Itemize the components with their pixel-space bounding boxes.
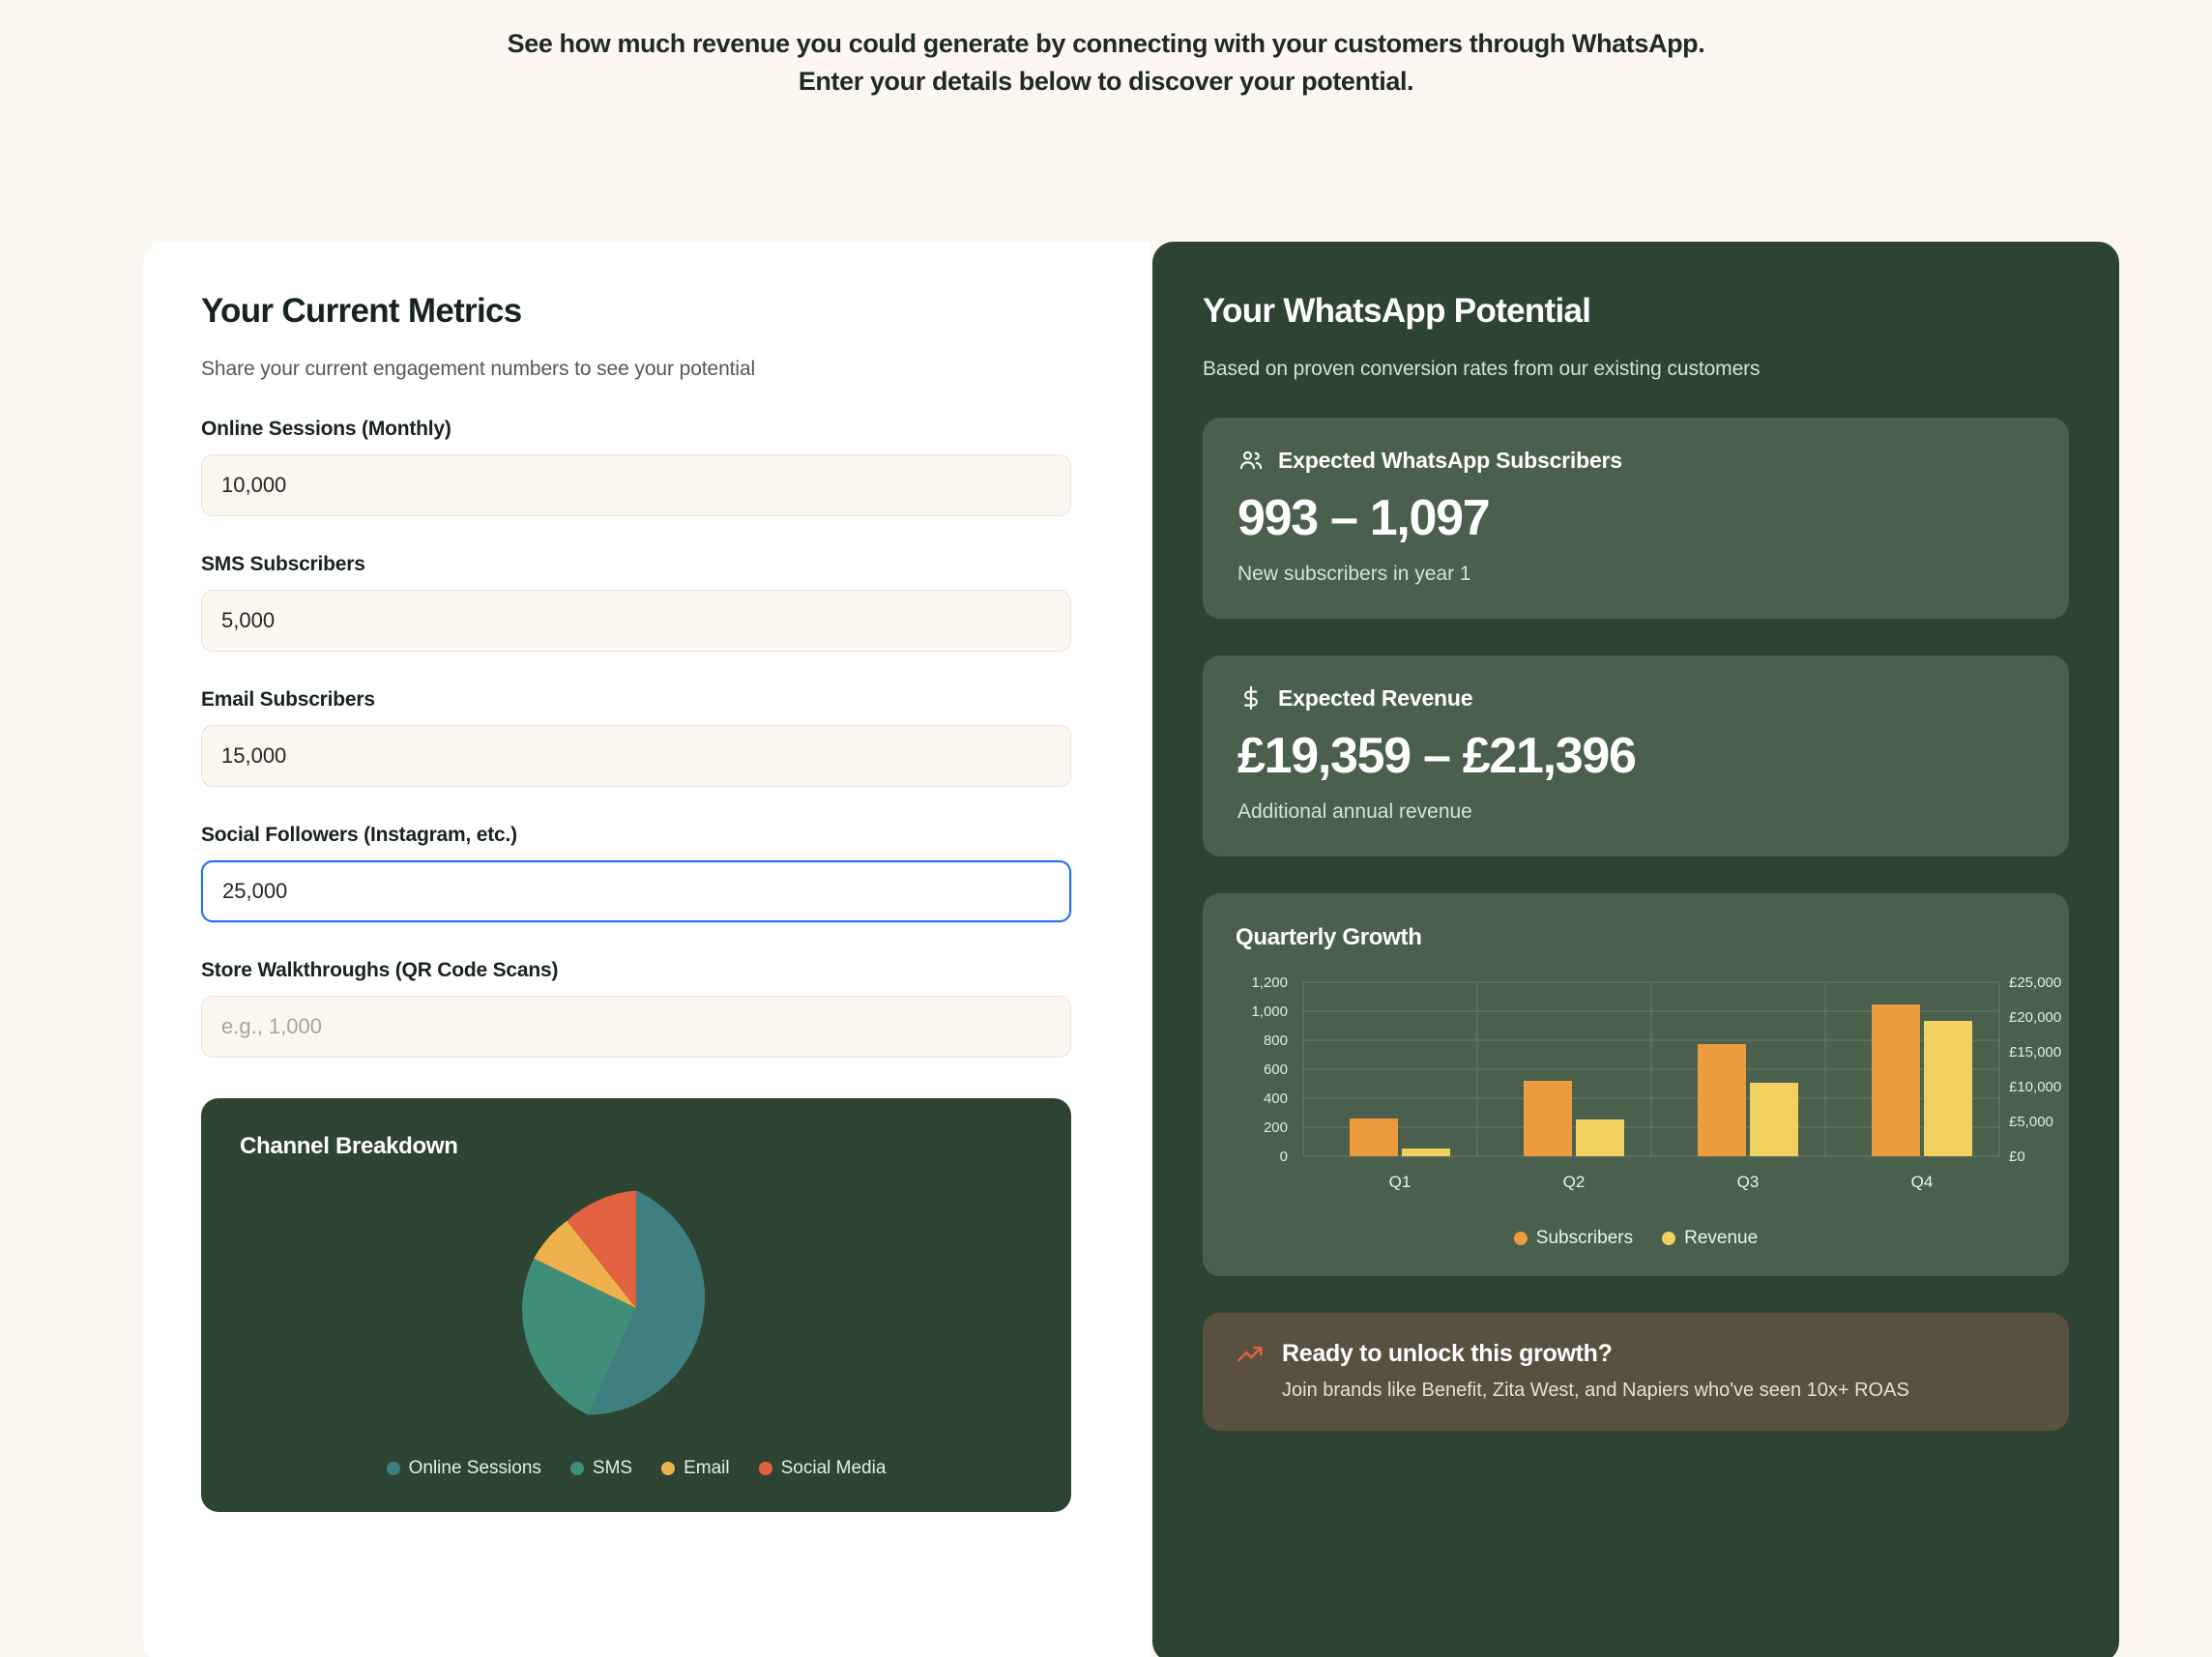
legend-label-subscribers: Subscribers xyxy=(1535,1228,1634,1248)
label-email-subscribers: Email Subscribers xyxy=(201,688,375,711)
left-tick-800: 800 xyxy=(1263,1032,1288,1049)
expected-subscribers-card xyxy=(1203,418,2069,619)
right-tick-25000: £25,000 xyxy=(2009,974,2062,991)
input-online-sessions[interactable] xyxy=(201,454,1071,516)
channel-breakdown-card xyxy=(201,1098,1071,1512)
left-panel-title: Your Current Metrics xyxy=(201,292,522,330)
left-tick-200: 200 xyxy=(1263,1119,1288,1136)
bar-revenue-q1 xyxy=(1402,1148,1450,1156)
legend-item-revenue xyxy=(1662,1228,1758,1249)
input-email-subscribers[interactable] xyxy=(201,725,1071,787)
label-online-sessions: Online Sessions (Monthly) xyxy=(201,418,451,440)
input-store-walkthroughs[interactable] xyxy=(201,996,1071,1058)
trending-up-icon xyxy=(1236,1340,1265,1369)
cta-text xyxy=(1282,1340,1909,1402)
legend-label-email: Email xyxy=(684,1458,730,1478)
legend-dot-online-sessions xyxy=(387,1462,400,1475)
left-tick-1200: 1,200 xyxy=(1251,974,1288,991)
channel-breakdown-title: Channel Breakdown xyxy=(240,1133,458,1159)
intro-line-2: Enter your details below to discover your potential. xyxy=(798,67,1414,97)
expected-subscribers-value: 993 – 1,097 xyxy=(1237,490,1490,546)
left-tick-1000: 1,000 xyxy=(1251,1003,1288,1020)
right-tick-15000: £15,000 xyxy=(2009,1044,2062,1061)
expected-revenue-value: £19,359 – £21,396 xyxy=(1237,728,1636,784)
legend-dot-sms xyxy=(570,1462,584,1475)
dollar-icon xyxy=(1237,684,1265,712)
pie-chart xyxy=(240,1177,1033,1439)
right-tick-10000: £10,000 xyxy=(2009,1079,2062,1095)
legend-label-sms: SMS xyxy=(592,1458,633,1478)
intro-text xyxy=(0,0,2212,101)
legend-label-social-media: Social Media xyxy=(780,1458,887,1478)
legend-label-online-sessions: Online Sessions xyxy=(408,1458,541,1478)
legend-item-email xyxy=(661,1458,730,1479)
legend-dot-email xyxy=(661,1462,675,1475)
field-online-sessions xyxy=(201,418,1092,516)
field-social-followers xyxy=(201,824,1092,922)
right-panel-subtitle: Based on proven conversion rates from our existing customers xyxy=(1203,358,1761,380)
quarterly-growth-svg xyxy=(1236,973,2086,1214)
legend-item-online-sessions xyxy=(387,1458,541,1479)
expected-revenue-head xyxy=(1237,684,2034,712)
bar-subscribers-q3 xyxy=(1698,1044,1746,1156)
category-label-q4: Q4 xyxy=(1910,1173,1934,1191)
expected-revenue-card xyxy=(1203,655,2069,857)
panels-container xyxy=(143,242,2119,1657)
expected-subscribers-note: New subscribers in year 1 xyxy=(1237,563,1471,585)
left-tick-0: 0 xyxy=(1279,1148,1288,1165)
expected-subscribers-head xyxy=(1237,447,2034,474)
bar-subscribers-q4 xyxy=(1872,1004,1920,1156)
quarterly-growth-chart xyxy=(1236,973,2062,1214)
category-label-q2: Q2 xyxy=(1562,1173,1586,1191)
users-icon xyxy=(1237,447,1265,474)
left-tick-600: 600 xyxy=(1263,1061,1288,1078)
expected-subscribers-heading: Expected WhatsApp Subscribers xyxy=(1278,447,1622,473)
label-social-followers: Social Followers (Instagram, etc.) xyxy=(201,824,517,846)
legend-label-revenue: Revenue xyxy=(1684,1228,1759,1248)
expected-revenue-note: Additional annual revenue xyxy=(1237,800,1472,823)
category-label-q1: Q1 xyxy=(1388,1173,1412,1191)
quarterly-growth-legend xyxy=(1236,1228,2036,1249)
quarterly-growth-card xyxy=(1203,893,2069,1276)
input-social-followers[interactable] xyxy=(201,860,1071,922)
label-store-walkthroughs: Store Walkthroughs (QR Code Scans) xyxy=(201,959,559,981)
bar-subscribers-q2 xyxy=(1524,1081,1572,1156)
input-sms-subscribers[interactable] xyxy=(201,590,1071,652)
legend-dot-social-media xyxy=(759,1462,772,1475)
bar-revenue-q2 xyxy=(1576,1119,1624,1156)
field-email-subscribers xyxy=(201,688,1092,787)
label-sms-subscribers: SMS Subscribers xyxy=(201,553,365,575)
current-metrics-panel xyxy=(143,242,1150,1657)
cta-body: Join brands like Benefit, Zita West, and Napiers who've seen 10x+ ROAS xyxy=(1282,1380,1909,1401)
legend-dot-subscribers xyxy=(1514,1232,1528,1245)
right-panel-title: Your WhatsApp Potential xyxy=(1203,292,1591,330)
whatsapp-potential-panel xyxy=(1152,242,2119,1657)
pie-legend xyxy=(240,1458,1033,1479)
legend-item-social-media xyxy=(759,1458,887,1479)
field-store-walkthroughs xyxy=(201,959,1092,1058)
cta-card[interactable] xyxy=(1203,1313,2069,1431)
intro-line-1: See how much revenue you could generate by connecting with your customers through WhatsApp. xyxy=(507,29,1705,58)
legend-item-sms xyxy=(570,1458,632,1479)
pie-chart-svg xyxy=(506,1177,767,1439)
right-tick-20000: £20,000 xyxy=(2009,1009,2062,1026)
legend-item-subscribers xyxy=(1514,1228,1633,1249)
category-label-q3: Q3 xyxy=(1736,1173,1760,1191)
right-tick-0: £0 xyxy=(2009,1148,2025,1165)
cta-title: Ready to unlock this growth? xyxy=(1282,1340,1613,1367)
legend-dot-revenue xyxy=(1662,1232,1675,1245)
field-sms-subscribers xyxy=(201,553,1092,652)
left-panel-subtitle: Share your current engagement numbers to see your potential xyxy=(201,358,756,380)
right-tick-5000: £5,000 xyxy=(2009,1114,2053,1130)
expected-revenue-heading: Expected Revenue xyxy=(1278,684,1473,711)
left-tick-400: 400 xyxy=(1263,1090,1288,1107)
bar-revenue-q3 xyxy=(1750,1083,1798,1156)
quarterly-growth-title: Quarterly Growth xyxy=(1236,924,1422,950)
bar-revenue-q4 xyxy=(1924,1021,1972,1156)
bar-subscribers-q1 xyxy=(1350,1119,1398,1156)
